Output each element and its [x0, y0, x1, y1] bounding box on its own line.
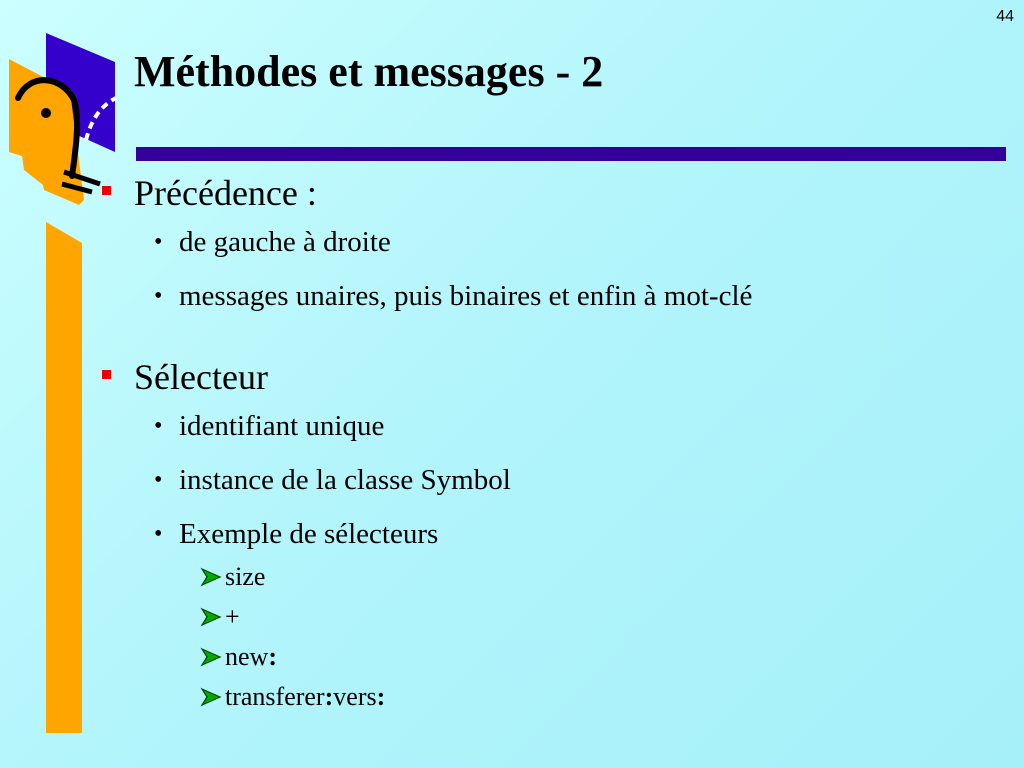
selector-colon: : — [376, 682, 386, 711]
sub-bullet-text: identifiant unique — [179, 410, 385, 442]
selector-name: transferer — [225, 682, 325, 711]
selector-example — [100, 560, 1000, 594]
sub-bullet-text: de gauche à droite — [179, 226, 391, 258]
dot-bullet-icon: • — [154, 283, 163, 309]
slide-content — [100, 170, 1000, 714]
dot-bullet-icon: • — [154, 229, 163, 255]
bullet-text: Sélecteur — [134, 357, 268, 397]
sub-bullet — [100, 276, 1000, 316]
selector-colon: : — [324, 682, 334, 711]
selector-name-part2: vers — [333, 682, 377, 711]
red-square-bullet-icon — [102, 186, 111, 195]
sub-bullet — [100, 460, 1000, 500]
sub-bullet-text: messages unaires, puis binaires et enfin à mot-clé — [179, 280, 753, 312]
slide-number: 44 — [996, 8, 1014, 25]
selector-example — [100, 600, 1000, 634]
selector-example — [100, 640, 1000, 674]
dot-bullet-icon: • — [154, 413, 163, 439]
green-arrow-bullet-icon — [200, 607, 222, 627]
selector-name: size — [225, 562, 266, 591]
sub-bullet — [100, 406, 1000, 446]
sub-bullet-text: Exemple de sélecteurs — [179, 518, 439, 550]
title-underline-bar — [136, 147, 1006, 161]
selector-example — [100, 680, 1000, 714]
selector-colon: : — [268, 642, 277, 671]
dot-bullet-icon: • — [154, 467, 163, 493]
bullet-precedence — [100, 170, 1000, 216]
bullet-selecteur — [100, 354, 1000, 400]
slide-title: Méthodes et messages - 2 — [134, 47, 604, 96]
dot-bullet-icon: • — [154, 521, 163, 547]
green-arrow-bullet-icon — [200, 567, 222, 587]
green-arrow-bullet-icon — [200, 687, 222, 707]
green-arrow-bullet-icon — [200, 647, 222, 667]
sub-bullet — [100, 222, 1000, 262]
sub-bullet-text: instance de la classe Symbol — [179, 464, 511, 496]
selector-name: + — [225, 602, 240, 631]
sub-bullet — [100, 514, 1000, 554]
bullet-text: Précédence : — [134, 173, 317, 213]
red-square-bullet-icon — [102, 370, 111, 379]
selector-name: new — [225, 642, 269, 671]
